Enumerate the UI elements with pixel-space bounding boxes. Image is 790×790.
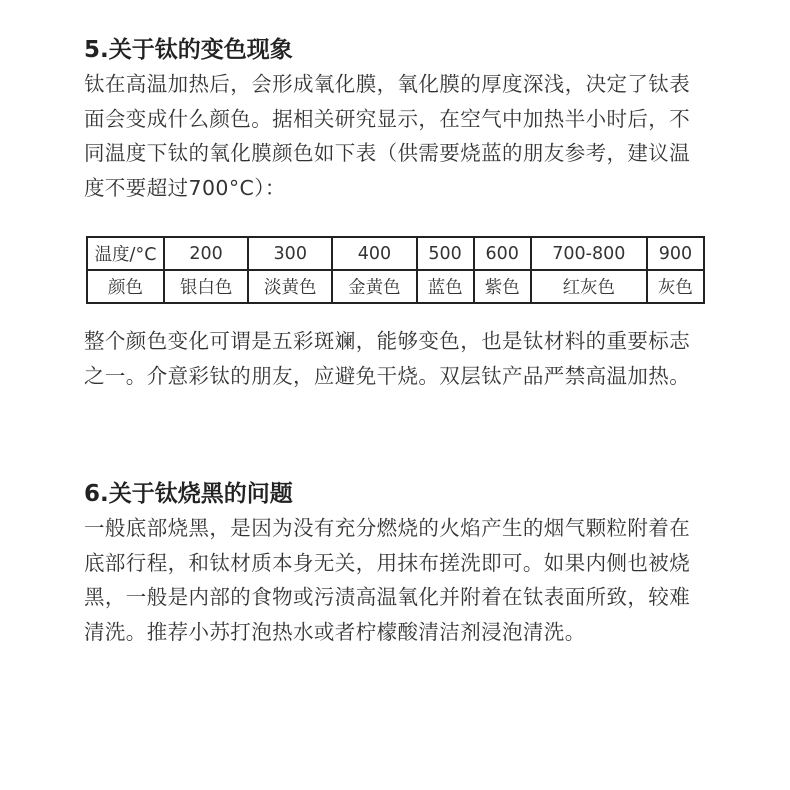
table-cell: 淡黄色 — [248, 270, 332, 303]
section-5-intro: 钛在高温加热后，会形成氧化膜，氧化膜的厚度深浅，决定了钛表面会变成什么颜色。据相关研究显示，在空气中加热半小时后，不同温度下钛的氧化膜颜色如下表（供需要烧蓝的朋友参考，建议温度不要超过700°C）： — [84, 72, 691, 200]
section-5-outro-block — [84, 324, 709, 393]
table-row-temperature — [87, 237, 704, 270]
section-6 — [84, 477, 709, 649]
table-cell: 银白色 — [164, 270, 248, 303]
table-cell: 蓝色 — [417, 270, 474, 303]
table-cell: 500 — [417, 237, 474, 270]
table-cell: 300 — [248, 237, 332, 270]
table-cell: 600 — [474, 237, 531, 270]
section-6-body: 一般底部烧黑，是因为没有充分燃烧的火焰产生的烟气颗粒附着在底部行程，和钛材质本身无关，用抹布搓洗即可。如果内侧也被烧黑，一般是内部的食物或污渍高温氧化并附着在钛表面所致，较难清洗。推荐小苏打泡热水或者柠檬酸清洁剂浸泡清洗。 — [84, 516, 691, 644]
section-6-title: 6.关于钛烧黑的问题 — [84, 481, 293, 507]
section-5-title: 5.关于钛的变色现象 — [84, 37, 293, 63]
table-cell: 灰色 — [647, 270, 704, 303]
table-cell: 金黄色 — [332, 270, 416, 303]
table-cell: 红灰色 — [531, 270, 647, 303]
section-5-outro: 整个颜色变化可谓是五彩斑斓，能够变色，也是钛材料的重要标志之一。介意彩钛的朋友，应避免干烧。双层钛产品严禁高温加热。 — [84, 329, 691, 388]
table-cell: 700-800 — [531, 237, 647, 270]
table-cell: 200 — [164, 237, 248, 270]
table-cell: 紫色 — [474, 270, 531, 303]
table-row-color — [87, 270, 704, 303]
table-cell: 温度/°C — [87, 237, 164, 270]
section-5 — [84, 33, 709, 205]
table-cell: 颜色 — [87, 270, 164, 303]
table-cell: 900 — [647, 237, 704, 270]
table-cell: 400 — [332, 237, 416, 270]
color-table — [86, 236, 705, 304]
